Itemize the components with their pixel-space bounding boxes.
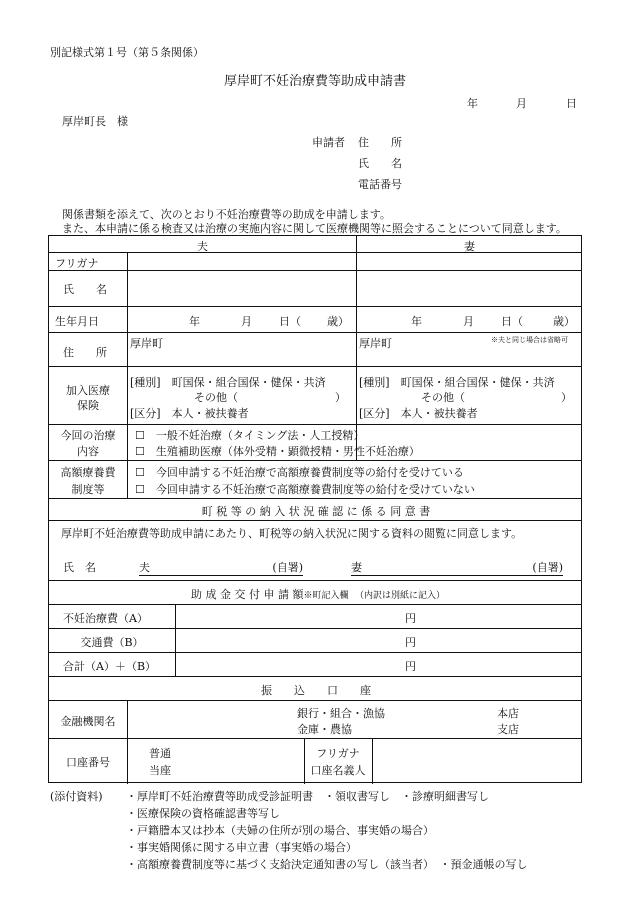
label-name: 氏 名 xyxy=(63,283,107,296)
bank-branch-sub: 支店 xyxy=(497,723,519,736)
address-husband: 厚岸町 xyxy=(130,337,163,350)
insurance-other-wife: その他（ xyxy=(421,391,465,404)
date-month: 月 xyxy=(516,97,527,110)
sign-husband-field[interactable] xyxy=(139,559,303,576)
bank-types-2: 金庫・農協 xyxy=(297,723,352,736)
applicant-address: 住 所 xyxy=(358,136,402,149)
bank-branch-main: 本店 xyxy=(497,707,519,720)
tax-consent-text: 厚岸町不妊治療費等助成申請にあたり、町税等の納入状況に関する資料の閲覧に同意します。 xyxy=(61,527,523,540)
holder-name-label: 口座名義人 xyxy=(310,764,366,777)
label-address: 住 所 xyxy=(63,346,107,359)
amount-note-staff: ※町記入欄 xyxy=(303,591,349,601)
bank-types-1: 銀行・組合・漁協 xyxy=(297,707,385,720)
label-fee-a: 不妊治療費（A） xyxy=(63,612,148,625)
amount-header-title: 助 成 金 交 付 申 請 額 xyxy=(191,588,304,601)
sign-wife-field[interactable] xyxy=(351,559,563,576)
insurance-class-husband: [区分] 本人・被扶養者 xyxy=(130,407,249,420)
date-year: 年 xyxy=(467,97,478,110)
address-wife: 厚岸町 xyxy=(359,337,392,350)
page-title: 厚岸町不妊治療費等助成申請書 xyxy=(223,74,406,89)
tax-consent-header: 町 税 等 の 納 入 状 況 確 認 に 係 る 同 意 書 xyxy=(201,505,431,518)
form-number: 別記様式第１号（第５条関係） xyxy=(50,46,204,59)
insurance-other-close-wife: ） xyxy=(561,391,572,404)
header-husband: 夫 xyxy=(197,240,208,253)
birth-h-year: 年 xyxy=(189,315,200,328)
label-bank: 金融機関名 xyxy=(60,715,116,728)
date-day: 日 xyxy=(566,97,577,110)
attachment-item: ・厚岸町不妊治療費等助成受診証明書 ・領収書写し ・診療明細書写し xyxy=(126,790,489,803)
birth-h-day: 日（ xyxy=(279,315,301,328)
label-fee-b: 交通費（B） xyxy=(80,636,144,649)
insurance-other-close-husband: ） xyxy=(335,391,346,404)
highcost-option-yes[interactable]: ☐ 今回申請する不妊治療で高額療養費制度等の給付を受けている xyxy=(135,466,464,479)
highcost-option-no[interactable]: ☐ 今回申請する不妊治療で高額療養費制度等の給付を受けていない xyxy=(135,483,475,496)
sign-husband-label: 夫 xyxy=(139,561,150,574)
attachments-label: (添付資料) xyxy=(50,790,103,803)
label-birth: 生年月日 xyxy=(55,315,99,328)
birth-w-day: 日（ xyxy=(501,315,523,328)
fee-b-yen: 円 xyxy=(405,636,416,649)
insurance-type-husband: [種別] 町国保・組合国保・健保・共済 xyxy=(130,376,326,389)
intro-line-1: 関係書類を添えて、次のとおり不妊治療費等の助成を申請します。 xyxy=(62,208,391,221)
sign-wife-mark: (自署) xyxy=(532,561,563,574)
account-type-regular: 普通 xyxy=(149,747,171,760)
label-fee-total: 合計（A）＋（B） xyxy=(63,660,157,673)
label-treatment-1: 今回の治療 xyxy=(60,429,116,442)
applicant-label: 申請者 xyxy=(312,136,345,149)
birth-w-month: 月 xyxy=(463,315,474,328)
insurance-other-husband: その他（ xyxy=(194,391,238,404)
label-treatment-2: 内容 xyxy=(77,445,99,458)
address-note: ※夫と同じ場合は省略可 xyxy=(491,336,568,344)
attachment-item: ・戸籍謄本又は抄本（夫婦の住所が別の場合、事実婚の場合） xyxy=(126,824,434,837)
attachment-item: ・高額療養費制度等に基づく支給決定通知書の写し（該当者） ・預金通帳の写し xyxy=(126,858,528,871)
fee-total-yen: 円 xyxy=(405,660,416,673)
addressee: 厚岸町長 様 xyxy=(62,115,128,128)
applicant-phone: 電話番号 xyxy=(358,178,402,191)
header-wife: 妻 xyxy=(464,240,475,253)
label-highcost-2: 制度等 xyxy=(71,483,105,496)
label-account: 口座番号 xyxy=(66,756,110,769)
sign-name-label: 氏 名 xyxy=(63,561,96,574)
bank-header: 振 込 口 座 xyxy=(261,684,371,697)
fee-a-yen: 円 xyxy=(405,612,416,625)
treatment-option-art[interactable]: ☐ 生殖補助医療（体外受精・顕微授精・男性不妊治療） xyxy=(135,445,420,458)
label-insurance-2: 保険 xyxy=(77,399,99,412)
insurance-type-wife: [種別] 町国保・組合国保・健保・共済 xyxy=(359,376,555,389)
account-type-current: 当座 xyxy=(149,764,171,777)
applicant-name: 氏 名 xyxy=(358,157,402,170)
amount-note-detail: （内訳は別紙に記入） xyxy=(359,591,446,601)
sign-husband-mark: (自署) xyxy=(272,561,303,574)
birth-w-age: 歳） xyxy=(553,315,575,328)
application-table xyxy=(48,235,582,783)
label-highcost-1: 高額療養費 xyxy=(60,466,116,479)
treatment-option-general[interactable]: ☐ 一般不妊治療（タイミング法・人工授精） xyxy=(135,429,365,442)
sign-wife-label: 妻 xyxy=(351,561,362,574)
attachment-item: ・事実婚関係に関する申立書（事実婚の場合） xyxy=(126,841,357,854)
birth-w-year: 年 xyxy=(411,315,422,328)
amount-header xyxy=(191,586,445,602)
birth-h-age: 歳） xyxy=(327,315,349,328)
holder-furigana: フリガナ xyxy=(316,747,360,760)
attachment-item: ・医療保険の資格確認書等写し xyxy=(126,807,280,820)
insurance-class-wife: [区分] 本人・被扶養者 xyxy=(359,407,478,420)
birth-h-month: 月 xyxy=(241,315,252,328)
label-furigana: フリガナ xyxy=(55,257,99,270)
label-insurance-1: 加入医療 xyxy=(66,384,110,397)
intro-line-2: また、本申請に係る検査又は治療の実施内容に関して医療機関等に照会することについて同意します。 xyxy=(62,222,567,235)
